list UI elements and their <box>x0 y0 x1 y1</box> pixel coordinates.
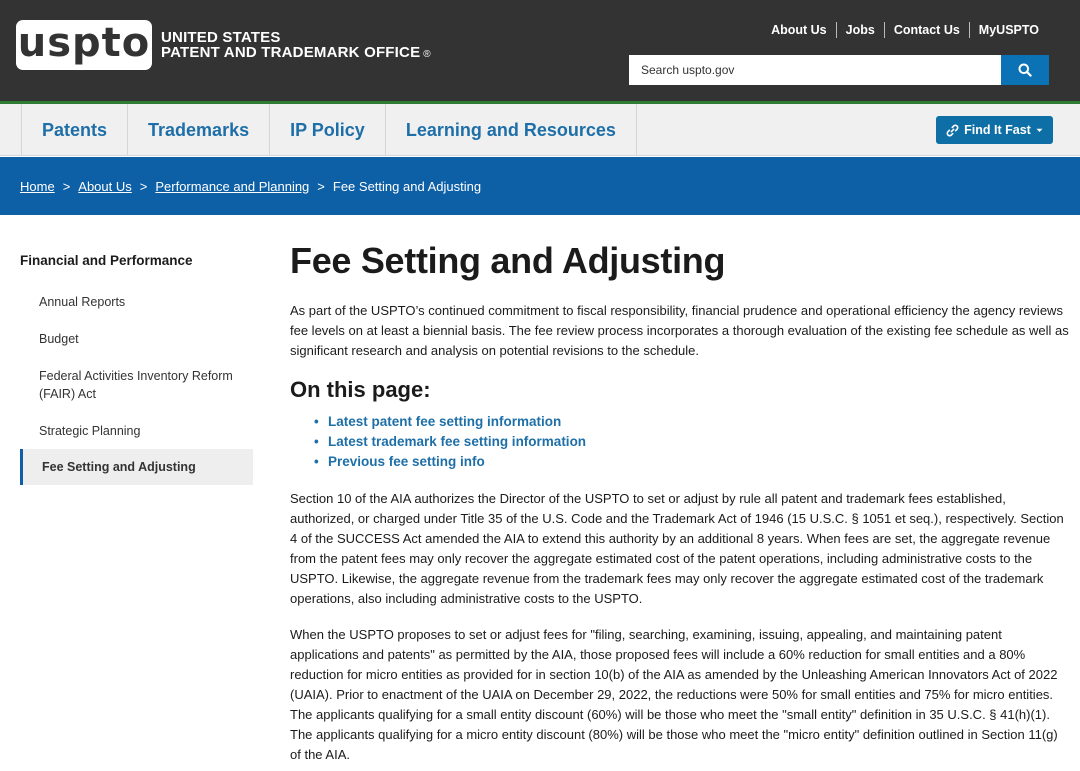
sidebar-item-fair-act[interactable]: Federal Activities Inventory Reform (FAIR) Act <box>39 369 233 401</box>
nav-learning-and-resources[interactable]: Learning and Resources <box>386 104 637 156</box>
sidebar-item-budget[interactable]: Budget <box>39 332 79 346</box>
utility-link-jobs[interactable]: Jobs <box>836 22 884 38</box>
utility-nav <box>762 22 1039 38</box>
page-title: Fee Setting and Adjusting <box>290 240 726 281</box>
site-header <box>0 0 1080 102</box>
toc-link-previous-fee-setting[interactable]: • Previous fee setting info <box>314 452 1070 472</box>
nav-ip-policy[interactable]: IP Policy <box>270 104 386 156</box>
toc-link-patent-fee-setting[interactable]: • Latest patent fee setting information <box>314 412 1070 432</box>
link-icon <box>946 124 959 137</box>
sidebar-item-strategic-planning[interactable]: Strategic Planning <box>39 424 141 438</box>
logo-wordmark: uspto <box>17 20 151 66</box>
main-content <box>290 238 1070 765</box>
uspto-logo[interactable] <box>16 20 152 70</box>
nav-trademarks[interactable]: Trademarks <box>128 104 270 156</box>
sidebar <box>20 246 253 504</box>
agency-line-2: PATENT AND TRADEMARK OFFICE <box>161 44 421 61</box>
breadcrumb-about-us[interactable]: About Us <box>78 178 132 194</box>
breadcrumb-separator: > <box>62 178 71 194</box>
breadcrumb-current: Fee Setting and Adjusting <box>332 178 482 194</box>
utility-link-about-us[interactable]: About Us <box>771 23 827 37</box>
agency-name[interactable] <box>161 30 431 62</box>
breadcrumb-home[interactable]: Home <box>20 178 55 194</box>
breadcrumb <box>20 157 481 215</box>
utility-link-myuspto[interactable]: MyUSPTO <box>969 22 1039 38</box>
sidebar-item-fee-setting[interactable]: Fee Setting and Adjusting <box>20 449 253 485</box>
search-button[interactable] <box>1001 55 1049 85</box>
site-search <box>629 55 1049 85</box>
nav-patents[interactable]: Patents <box>22 104 128 156</box>
sidebar-heading[interactable]: Financial and Performance <box>20 253 193 268</box>
main-nav <box>0 104 1080 156</box>
breadcrumb-bar <box>0 157 1080 215</box>
intro-paragraph: As part of the USPTO’s continued commitment to fiscal responsibility, financial prudence and operational efficiency the agency reviews fee levels on at least a biennial basis. The fee review process incorporates a thorough evaluation of the existing fee schedule as well as significant research and analysis on potential revisions to the schedule. <box>290 303 1069 358</box>
entity-discount-paragraph: When the USPTO proposes to set or adjust fees for "filing, searching, examining, issuing, appealing, and maintaining patent applications and patents" as permitted by the AIA, those proposed fees will include a 60% reduction for small entities and a 80% reduction for micro entities as provided for in section 10(b) of the AIA as amended by the Unleashing American Innovators Act of 2022 (UAIA). Prior to enactment of the UAIA on December 29, 2022, the reductions were 50% for small entities and 75% for micro entities. The applicants qualifying for a small entity discount (60%) will be those who meet the "small entity" definition in 35 U.S.C. § 41(h)(1). The applicants qualifying for a micro entity discount (80%) will be those who meet the "micro entity" definition outlined in Section 11(g) of the AIA. <box>290 627 1058 762</box>
utility-link-contact-us[interactable]: Contact Us <box>884 22 969 38</box>
breadcrumb-separator: > <box>317 178 325 194</box>
on-this-page-heading: On this page: <box>290 377 431 402</box>
caret-down-icon <box>1036 128 1043 133</box>
on-this-page-list <box>290 412 1070 472</box>
search-icon <box>1018 63 1032 77</box>
sidebar-item-annual-reports[interactable]: Annual Reports <box>39 295 126 309</box>
breadcrumb-performance-and-planning[interactable]: Performance and Planning <box>155 178 310 194</box>
agency-line-1: UNITED STATES <box>161 29 281 46</box>
search-input[interactable] <box>629 55 1001 85</box>
registered-mark: ® <box>423 49 431 60</box>
find-it-fast-label: Find It Fast <box>964 123 1031 137</box>
aia-authority-paragraph: Section 10 of the AIA authorizes the Director of the USPTO to set or adjust by rule all patent and trademark fees established, authorized, or charged under Title 35 of the U.S. Code and the Trademark Act of 1946 (15 U.S.C. § 1051 et seq.), respectively. Section 4 of the SUCCESS Act amended the AIA to extend this authority by an additional 8 years. When fees are set, the aggregate revenue from the patent fees may only recover the aggregate estimated cost of the patent operations, including administrative costs to the USPTO. Likewise, the aggregate revenue from the trademark fees may only recover the aggregate estimated cost of the trademark operations, also including administrative costs to the USPTO. <box>290 491 1064 606</box>
breadcrumb-separator: > <box>139 178 148 194</box>
toc-link-trademark-fee-setting[interactable]: • Latest trademark fee setting information <box>314 432 1070 452</box>
find-it-fast-button[interactable] <box>936 116 1053 144</box>
